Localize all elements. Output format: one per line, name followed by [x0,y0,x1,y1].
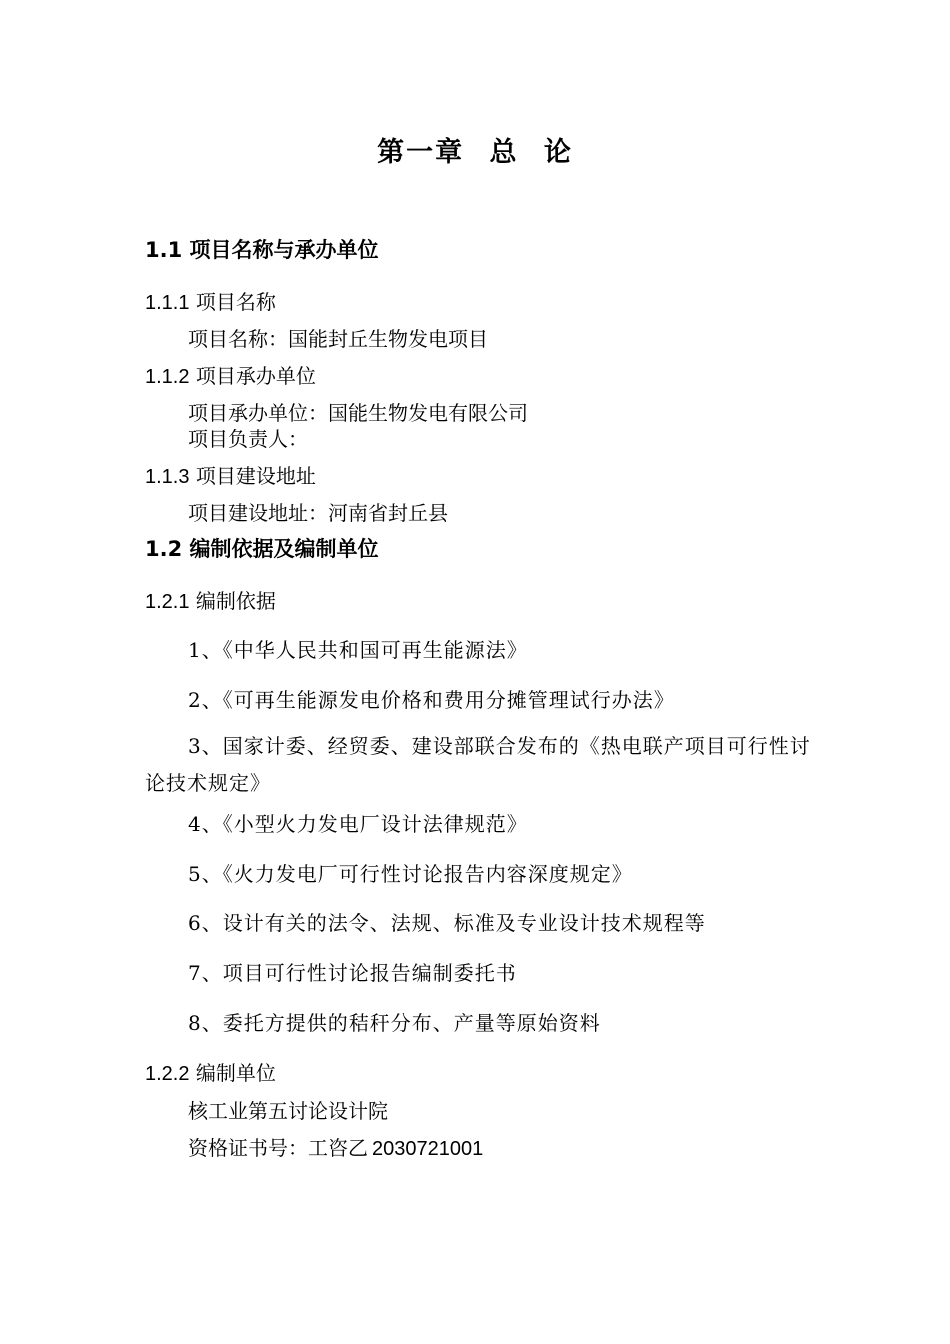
compiler-institute-line: 核工业第五讨论设计院 [188,1099,388,1123]
subsection-heading-1-1-3 [145,460,316,489]
project-address-line: 项目建设地址：河南省封丘县 [188,501,448,525]
subsection-number: 1.2.1 [145,591,190,613]
basis-item-4: 4、《小型火力发电厂设计法律规范》 [188,812,528,836]
subsection-title: 项目名称 [195,290,276,314]
basis-item-6: 6、设计有关的法令、法规、标准及专业设计技术规程等 [188,911,706,935]
subsection-heading-1-1-2 [145,360,316,389]
subsection-number: 1.1.1 [145,292,190,314]
project-leader-line: 项目负责人： [188,427,308,451]
section-heading-1-1: 1.1 项目名称与承办单位 [145,238,379,262]
certificate-label: 资格证书号：工咨乙 [188,1136,368,1160]
basis-item-7: 7、项目可行性讨论报告编制委托书 [188,961,517,985]
certificate-line [188,1132,483,1161]
project-sponsor-line: 项目承办单位：国能生物发电有限公司 [188,401,528,425]
certificate-number: 2030721001 [372,1138,484,1160]
basis-item-5: 5、《火力发电厂可行性讨论报告内容深度规定》 [188,862,633,886]
subsection-title: 项目承办单位 [195,364,316,388]
subsection-number: 1.1.2 [145,366,190,388]
subsection-heading-1-2-1 [145,585,276,614]
project-name-line: 项目名称：国能封丘生物发电项目 [188,327,488,351]
subsection-heading-1-2-2 [145,1057,276,1086]
basis-item-3: 3、国家计委、经贸委、建设部联合发布的《热电联产项目可行性讨论技术规定》 [145,734,811,795]
section-heading-1-2: 1.2 编制依据及编制单位 [145,537,379,561]
basis-item-2: 2、《可再生能源发电价格和费用分摊管理试行办法》 [188,688,675,712]
subsection-number: 1.2.2 [145,1063,190,1085]
subsection-title: 编制单位 [195,1061,276,1085]
subsection-title: 编制依据 [195,589,276,613]
subsection-number: 1.1.3 [145,466,190,488]
subsection-title: 项目建设地址 [195,464,316,488]
basis-item-1: 1、《中华人民共和国可再生能源法》 [188,638,528,662]
basis-item-8: 8、委托方提供的秸秆分布、产量等原始资料 [188,1011,601,1035]
subsection-heading-1-1-1 [145,286,276,315]
chapter-title: 第一章 总 论 [377,137,573,168]
